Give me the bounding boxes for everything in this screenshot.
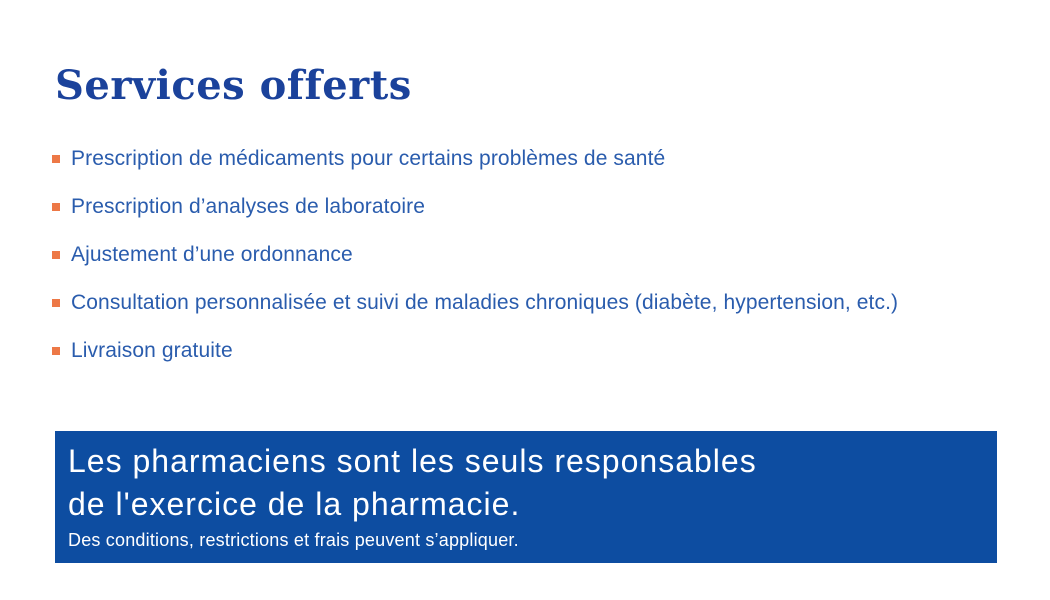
list-item <box>52 144 898 174</box>
list-item <box>52 192 898 222</box>
list-item <box>52 336 898 366</box>
banner-conditions-note: Des conditions, restrictions et frais peuvent s’appliquer. <box>68 530 519 550</box>
banner-statement-line-1: Les pharmaciens sont les seuls responsables <box>68 443 757 479</box>
services-list <box>52 144 898 384</box>
list-item <box>52 288 898 318</box>
banner-statement-line-2: de l'exercice de la pharmacie. <box>68 486 521 522</box>
bullet-square-icon <box>52 203 60 211</box>
list-item <box>52 240 898 270</box>
bullet-square-icon <box>52 347 60 355</box>
list-item-label: Consultation personnalisée et suivi de maladies chroniques (diabète, hypertension, etc.) <box>71 291 899 314</box>
list-item-label: Prescription de médicaments pour certains problèmes de santé <box>71 147 666 170</box>
list-item-label: Livraison gratuite <box>71 339 233 362</box>
bullet-square-icon <box>52 299 60 307</box>
list-item-label: Ajustement d’une ordonnance <box>71 243 353 266</box>
page-title: Services offerts <box>55 62 412 109</box>
disclaimer-banner <box>55 431 997 563</box>
bullet-square-icon <box>52 251 60 259</box>
list-item-label: Prescription d’analyses de laboratoire <box>71 195 425 218</box>
bullet-square-icon <box>52 155 60 163</box>
